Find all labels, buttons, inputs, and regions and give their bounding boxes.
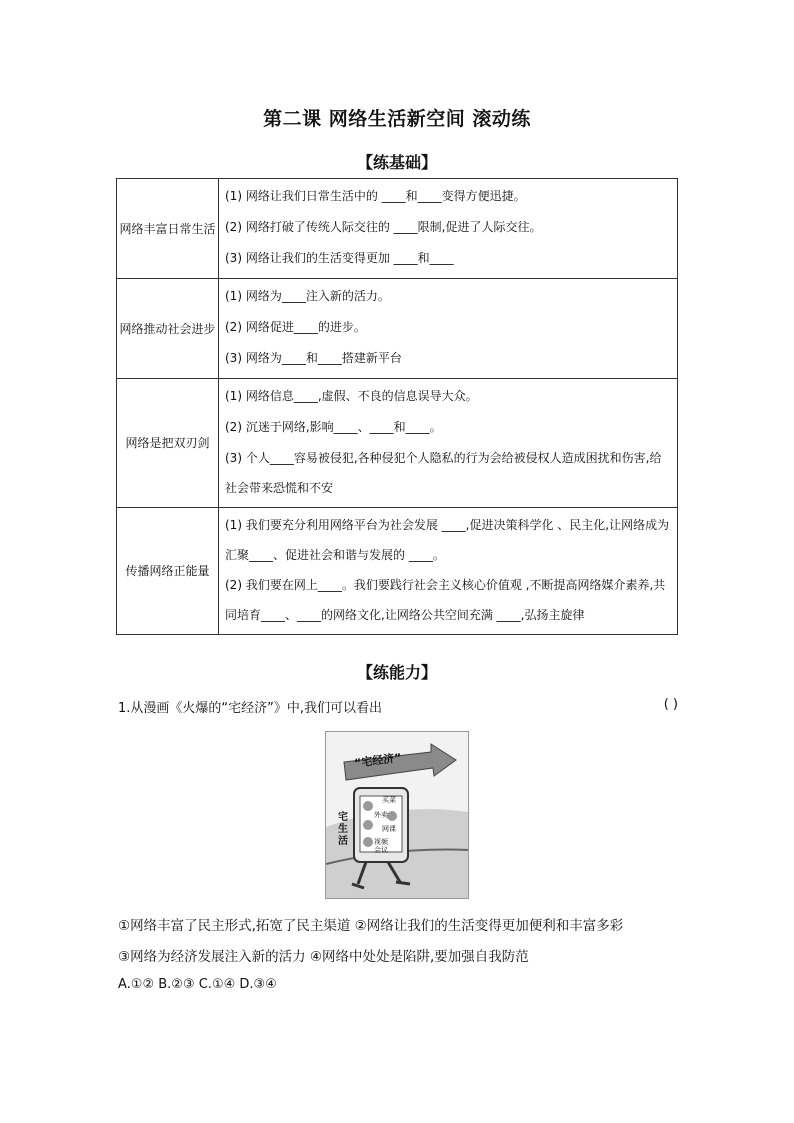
knowledge-table — [116, 178, 678, 635]
row-category: 网络推动社会进步 — [117, 279, 219, 379]
table-row — [117, 279, 678, 379]
list-item: (1) 网络为____注入新的活力。 — [225, 289, 390, 303]
answer-choices: A.①② B.②③ C.①④ D.③④ — [118, 977, 277, 992]
row-category: 网络是把双刃剑 — [117, 379, 219, 508]
question-text: 1.从漫画《火爆的“宅经济”》中,我们可以看出 — [118, 701, 383, 716]
section-heading-ability: 【练能力】 — [356, 663, 437, 682]
options-line-2: ③网络为经济发展注入新的活力 ④网络中处处是陷阱,要加强自我防范 — [118, 949, 529, 965]
list-item: (3) 个人____容易被侵犯,各种侵犯个人隐私的行为会给被侵权人造成困扰和伤害,给社会带来恐慌和不安 — [225, 451, 662, 495]
cartoon-tag: 网课 — [382, 825, 396, 833]
table-row — [117, 179, 678, 279]
list-item: (1) 网络信息____,虚假、不良的信息误导大众。 — [225, 389, 478, 403]
answer-blank: ( ) — [663, 697, 678, 712]
row-items — [219, 279, 678, 379]
cartoon-tag: 买菜 — [382, 796, 396, 804]
section-heading-basic: 【练基础】 — [356, 153, 437, 172]
cartoon-side-text: 宅生活 — [338, 812, 348, 847]
list-item: (2) 沉迷于网络,影响____、____和____。 — [225, 420, 442, 434]
list-item: (2) 网络促进____的进步。 — [225, 320, 366, 334]
options-line-1: ①网络丰富了民主形式,拓宽了民主渠道 ②网络让我们的生活变得更加便利和丰富多彩 — [118, 918, 624, 934]
list-item: (1) 我们要充分利用网络平台为社会发展 ____,促进决策科学化 、民主化,让网络成为汇聚____、促进社会和谐与发展的 ____。 — [225, 518, 670, 562]
list-item: (1) 网络让我们日常生活中的 ____和____变得方便迅捷。 — [225, 189, 526, 203]
row-items — [219, 508, 678, 635]
row-category: 网络丰富日常生活 — [117, 179, 219, 279]
row-items — [219, 379, 678, 508]
list-item: (2) 我们要在网上____。我们要践行社会主义核心价值观 ,不断提高网络媒介素养,共同培育____、____的网络文化,让网络公共空间充满 ____,弘扬主旋律 — [225, 578, 666, 622]
cartoon-banner: “宅经济” — [353, 751, 403, 770]
table-row — [117, 379, 678, 508]
list-item: (3) 网络让我们的生活变得更加 ____和____ — [225, 251, 454, 265]
list-item: (2) 网络打破了传统人际交往的 ____限制,促进了人际交往。 — [225, 220, 542, 234]
table-row — [117, 508, 678, 635]
row-items — [219, 179, 678, 279]
cartoon-image — [325, 731, 469, 899]
cartoon-tag: 视频会议 — [374, 838, 388, 854]
page-title: 第二课 网络生活新空间 滚动练 — [263, 108, 531, 130]
list-item: (3) 网络为____和____搭建新平台 — [225, 351, 402, 365]
question-stem — [118, 697, 678, 716]
row-category: 传播网络正能量 — [117, 508, 219, 635]
cartoon-tag: 外卖 — [374, 811, 388, 819]
